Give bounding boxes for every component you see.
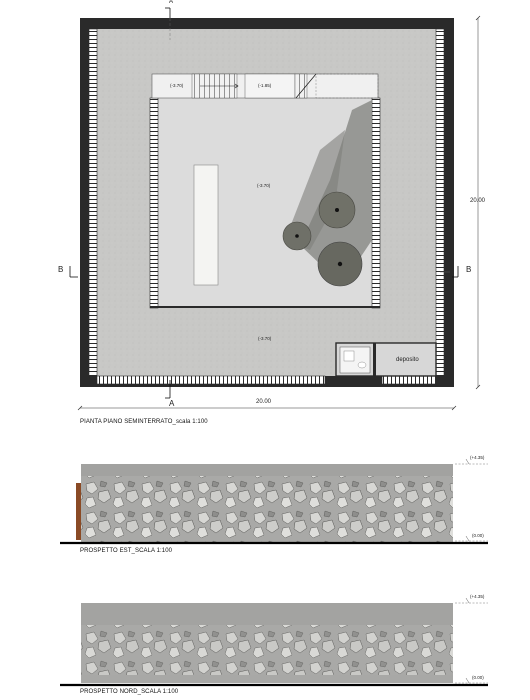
north-level-top-tick [466, 598, 469, 603]
stair-flight-2 [295, 74, 307, 98]
level-bottom: (-3.70) [258, 336, 272, 341]
east-level-top: (+4.35) [470, 455, 485, 460]
north-elevation [60, 598, 488, 685]
section-label-bottom: A [169, 399, 175, 408]
dim-vertical: 20.00 [470, 198, 486, 204]
north-relief [81, 625, 453, 675]
bench [194, 165, 218, 285]
section-label-left: B [58, 265, 64, 274]
east-level-bottom-tick [466, 536, 469, 541]
courtyard-slots-left [150, 98, 158, 308]
north-caption: PROSPETTO NORD_SCALA 1:100 [80, 689, 179, 695]
east-top-strip [81, 464, 453, 476]
slot-band-left [89, 29, 97, 376]
slot-band-bottom-right [382, 376, 436, 384]
east-level-bottom: (0.00) [472, 533, 484, 538]
tree-1 [319, 192, 355, 228]
level-stair: (-3.70) [170, 83, 184, 88]
shower-tray [344, 351, 354, 361]
plan-caption: PIANTA PIANO SEMINTERRATO_scala 1:100 [80, 419, 208, 425]
east-elevation [60, 459, 488, 543]
section-label-right: B [466, 265, 472, 274]
north-level-bottom-tick [466, 678, 469, 683]
courtyard-wall-bottom [150, 306, 380, 308]
courtyard-slots-right [372, 98, 380, 308]
east-level-top-tick [466, 459, 469, 464]
slot-band-right [436, 29, 444, 376]
toilet [358, 362, 366, 368]
slot-band-bottom [97, 376, 325, 384]
east-relief [81, 474, 453, 542]
tree-3 [318, 242, 362, 286]
east-rust-edge [76, 483, 81, 540]
north-top-strip [81, 603, 453, 625]
dim-horizontal: 20.00 [256, 399, 272, 405]
north-level-bottom: (0.00) [472, 675, 484, 680]
tree-2 [283, 222, 311, 250]
level-landing: (-1.85) [258, 83, 272, 88]
level-court: (-3.70) [257, 183, 271, 188]
section-label-top: A [169, 0, 174, 5]
floor-plan [70, 8, 480, 410]
north-level-top: (+4.35) [470, 594, 485, 599]
storage-inner-wall [373, 343, 376, 376]
room-label-deposito: deposito [396, 357, 419, 363]
east-caption: PROSPETTO EST_SCALA 1:100 [80, 548, 173, 554]
